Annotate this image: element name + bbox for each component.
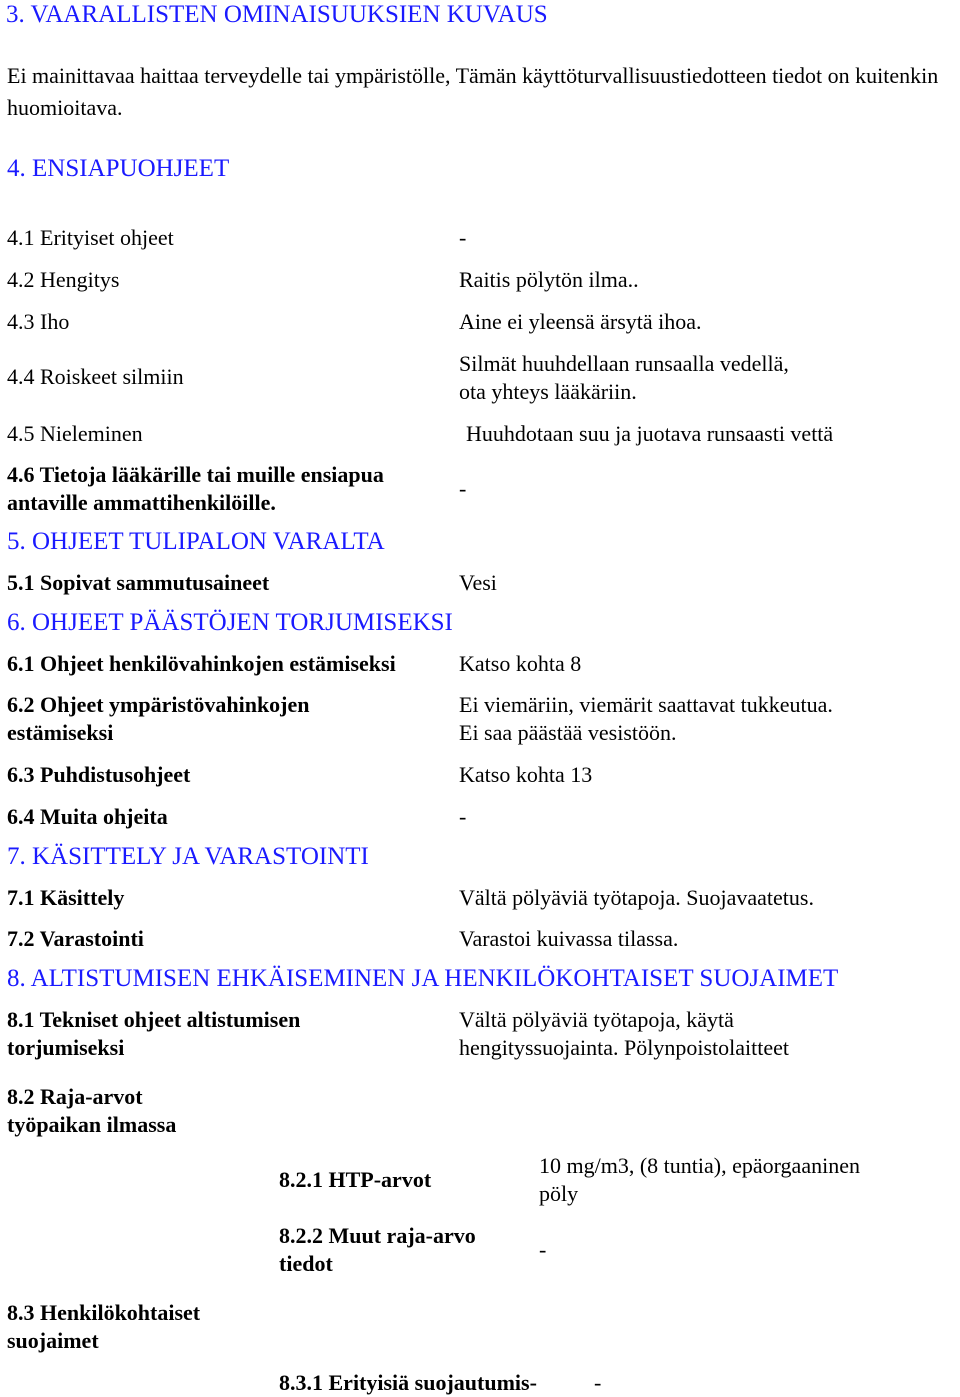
- item-8-3-label-line-2: suojaimet: [7, 1328, 99, 1353]
- item-5-1-label: 5.1 Sopivat sammutusaineet: [7, 570, 270, 595]
- section-4-heading: 4. ENSIAPUOHJEET: [7, 155, 230, 182]
- item-6-2-label-line-2: estämiseksi: [7, 720, 114, 745]
- item-8-3-1-label: 8.3.1 Erityisiä suojautumis-: [279, 1370, 537, 1395]
- item-4-4-label: 4.4 Roiskeet silmiin: [7, 364, 184, 389]
- item-7-1-value: Vältä pölyäviä työtapoja. Suojavaatetus.: [459, 885, 814, 910]
- item-4-4-value-line-2: ota yhteys lääkäriin.: [459, 379, 637, 404]
- item-8-1-label-line-1: 8.1 Tekniset ohjeet altistumisen: [7, 1007, 301, 1032]
- item-8-1-value-line-2: hengityssuojainta. Pölynpoistolaitteet: [459, 1035, 789, 1060]
- section-3-heading: 3. VAARALLISTEN OMINAISUUKSIEN KUVAUS: [6, 1, 548, 28]
- item-4-5-label: 4.5 Nieleminen: [7, 421, 143, 446]
- item-5-1-value: Vesi: [459, 570, 497, 595]
- item-4-1-value: -: [459, 225, 467, 250]
- item-8-2-label-line-1: 8.2 Raja-arvot: [7, 1084, 143, 1109]
- item-4-6-label-line-1: 4.6 Tietoja lääkärille tai muille ensiapua: [7, 462, 384, 487]
- item-6-2-value-line-1: Ei viemäriin, viemärit saattavat tukkeutua.: [459, 692, 833, 717]
- section-7-heading: 7. KÄSITTELY JA VARASTOINTI: [7, 843, 369, 870]
- section-6-heading: 6. OHJEET PÄÄSTÖJEN TORJUMISEKSI: [7, 609, 453, 636]
- item-6-3-value: Katso kohta 13: [459, 762, 593, 787]
- item-8-2-2-value: -: [539, 1237, 547, 1262]
- item-6-3-label: 6.3 Puhdistusohjeet: [7, 762, 191, 787]
- item-4-1-label: 4.1 Erityiset ohjeet: [7, 225, 174, 250]
- item-8-1-value-line-1: Vältä pölyäviä työtapoja, käytä: [459, 1007, 734, 1032]
- item-8-1-label-line-2: torjumiseksi: [7, 1035, 125, 1060]
- item-8-3-1-value: -: [594, 1370, 602, 1395]
- item-6-1-label: 6.1 Ohjeet henkilövahinkojen estämiseksi: [7, 651, 396, 676]
- item-4-2-value: Raitis pölytön ilma..: [459, 267, 639, 292]
- section-8-heading: 8. ALTISTUMISEN EHKÄISEMINEN JA HENKILÖKOHTAISET SUOJAIMET: [7, 965, 839, 992]
- item-6-4-value: -: [459, 804, 467, 829]
- item-7-1-label: 7.1 Käsittely: [7, 885, 125, 910]
- item-6-4-label: 6.4 Muita ohjeita: [7, 804, 168, 829]
- section-5-heading: 5. OHJEET TULIPALON VARALTA: [7, 528, 385, 555]
- item-4-5-value: Huuhdotaan suu ja juotava runsaasti vettä: [466, 421, 834, 446]
- item-8-3-label-line-1: 8.3 Henkilökohtaiset: [7, 1300, 201, 1325]
- item-4-4-value-line-1: Silmät huuhdellaan runsaalla vedellä,: [459, 351, 789, 376]
- item-6-1-value: Katso kohta 8: [459, 651, 582, 676]
- section-3-body: Ei mainittavaa haittaa terveydelle tai ympäristölle, Tämän käyttöturvallisuustiedotteen tiedot on kuitenkin huomioitava.: [7, 63, 939, 120]
- item-7-2-label: 7.2 Varastointi: [7, 926, 144, 951]
- item-4-2-label: 4.2 Hengitys: [7, 267, 120, 292]
- item-8-2-2-label-line-2: tiedot: [279, 1251, 333, 1276]
- item-4-6-label-line-2: antaville ammattihenkilöille.: [7, 490, 276, 515]
- item-8-2-2-label-line-1: 8.2.2 Muut raja-arvo: [279, 1223, 476, 1248]
- item-8-2-1-value-line-2: pöly: [539, 1181, 579, 1206]
- item-6-2-value-line-2: Ei saa päästää vesistöön.: [459, 720, 677, 745]
- item-7-2-value: Varastoi kuivassa tilassa.: [459, 926, 679, 951]
- item-4-3-label: 4.3 Iho: [7, 309, 70, 334]
- item-8-2-1-label: 8.2.1 HTP-arvot: [279, 1167, 432, 1192]
- item-8-2-label-line-2: työpaikan ilmassa: [7, 1112, 177, 1137]
- item-4-6-value: -: [459, 476, 467, 501]
- item-6-2-label-line-1: 6.2 Ohjeet ympäristövahinkojen: [7, 692, 310, 717]
- item-8-2-1-value-line-1: 10 mg/m3, (8 tuntia), epäorgaaninen: [539, 1153, 860, 1178]
- item-4-3-value: Aine ei yleensä ärsytä ihoa.: [459, 309, 702, 334]
